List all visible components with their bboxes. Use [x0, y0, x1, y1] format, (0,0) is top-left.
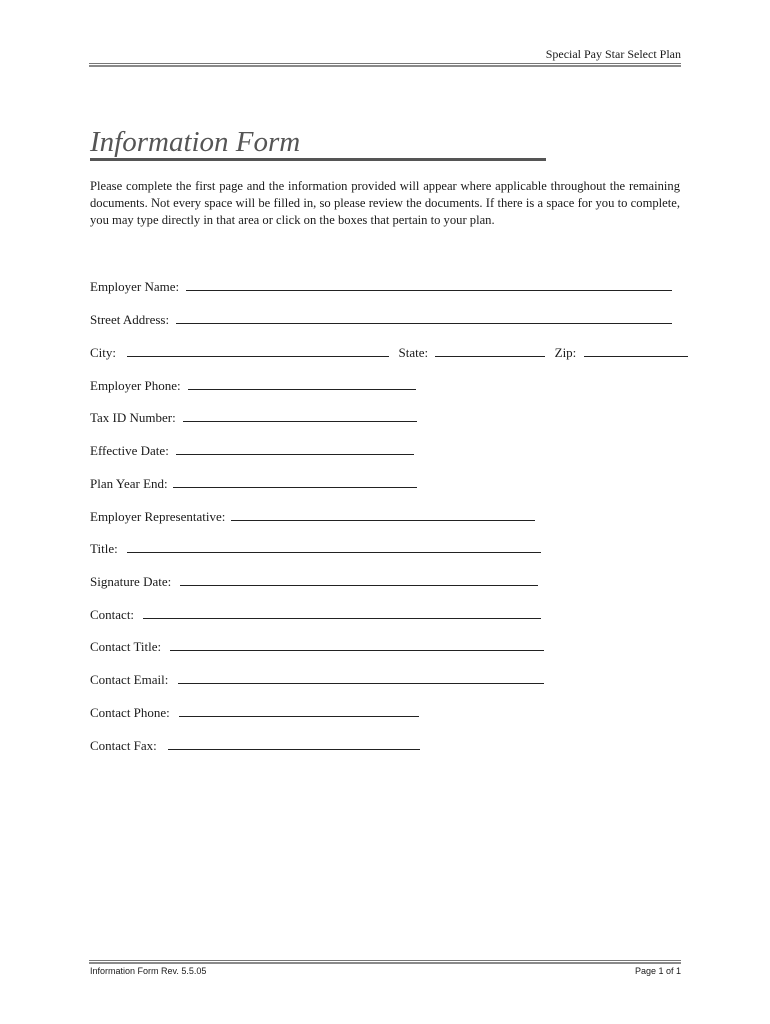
employer-phone-row: [90, 377, 416, 394]
employer-rep-field[interactable]: [231, 508, 535, 521]
contact-fax-row: [90, 737, 420, 754]
contact-field[interactable]: [143, 606, 541, 619]
contact-phone-field[interactable]: [179, 704, 419, 717]
page-title: Information Form: [90, 126, 301, 158]
tax-id-field[interactable]: [183, 409, 417, 422]
footer-rule: [89, 960, 681, 964]
employer-phone-label: Employer Phone:: [90, 378, 181, 393]
effective-date-row: [90, 442, 414, 459]
contact-title-field[interactable]: [170, 638, 544, 651]
contact-row: [90, 606, 541, 623]
employer-name-row: [90, 278, 672, 295]
city-state-zip-row: [90, 344, 688, 361]
signature-date-field[interactable]: [180, 573, 538, 586]
effective-date-label: Effective Date:: [90, 443, 169, 458]
contact-title-row: [90, 638, 544, 655]
header-rule: [89, 63, 681, 67]
employer-rep-row: [90, 508, 535, 525]
contact-email-label: Contact Email:: [90, 672, 169, 687]
state-label: State:: [398, 345, 429, 360]
contact-label: Contact:: [90, 607, 135, 622]
zip-field[interactable]: [584, 344, 688, 357]
contact-fax-label: Contact Fax:: [90, 738, 157, 753]
zip-label: Zip:: [554, 345, 577, 360]
tax-id-label: Tax ID Number:: [90, 410, 176, 425]
intro-paragraph: Please complete the first page and the information provided will appear where applicable throughout the remaining documents. Not every space will be filled in, so please review the documents. If there is a space for you to complete, you may type directly in that area or click on the boxes that pertain to your plan.: [90, 179, 680, 227]
employer-rep-label: Employer Representative:: [90, 509, 226, 524]
contact-email-row: [90, 671, 544, 688]
signature-date-label: Signature Date:: [90, 574, 172, 589]
title-field[interactable]: [127, 540, 541, 553]
effective-date-field[interactable]: [176, 442, 414, 455]
title-row: [90, 540, 541, 557]
plan-year-end-field[interactable]: [173, 475, 417, 488]
signature-date-row: [90, 573, 538, 590]
street-address-row: [90, 311, 672, 328]
street-address-label: Street Address:: [90, 312, 170, 327]
employer-name-label: Employer Name:: [90, 279, 180, 294]
footer-form-rev: Information Form Rev. 5.5.05: [90, 966, 207, 976]
street-address-field[interactable]: [176, 311, 672, 324]
footer-page-number: Page 1 of 1: [634, 966, 681, 976]
plan-year-end-label: Plan Year End:: [90, 476, 168, 491]
employer-name-field[interactable]: [186, 278, 672, 291]
header-plan-name: Special Pay Star Select Plan: [545, 47, 681, 61]
contact-phone-row: [90, 704, 419, 721]
plan-year-end-row: [90, 475, 417, 492]
title-label: Title:: [90, 541, 118, 556]
city-label: City:: [90, 345, 117, 360]
contact-email-field[interactable]: [178, 671, 544, 684]
title-underline: [90, 158, 546, 161]
tax-id-row: [90, 409, 417, 426]
city-field[interactable]: [127, 344, 389, 357]
contact-title-label: Contact Title:: [90, 639, 162, 654]
contact-fax-field[interactable]: [168, 737, 420, 750]
state-field[interactable]: [435, 344, 545, 357]
contact-phone-label: Contact Phone:: [90, 705, 170, 720]
employer-phone-field[interactable]: [188, 377, 416, 390]
